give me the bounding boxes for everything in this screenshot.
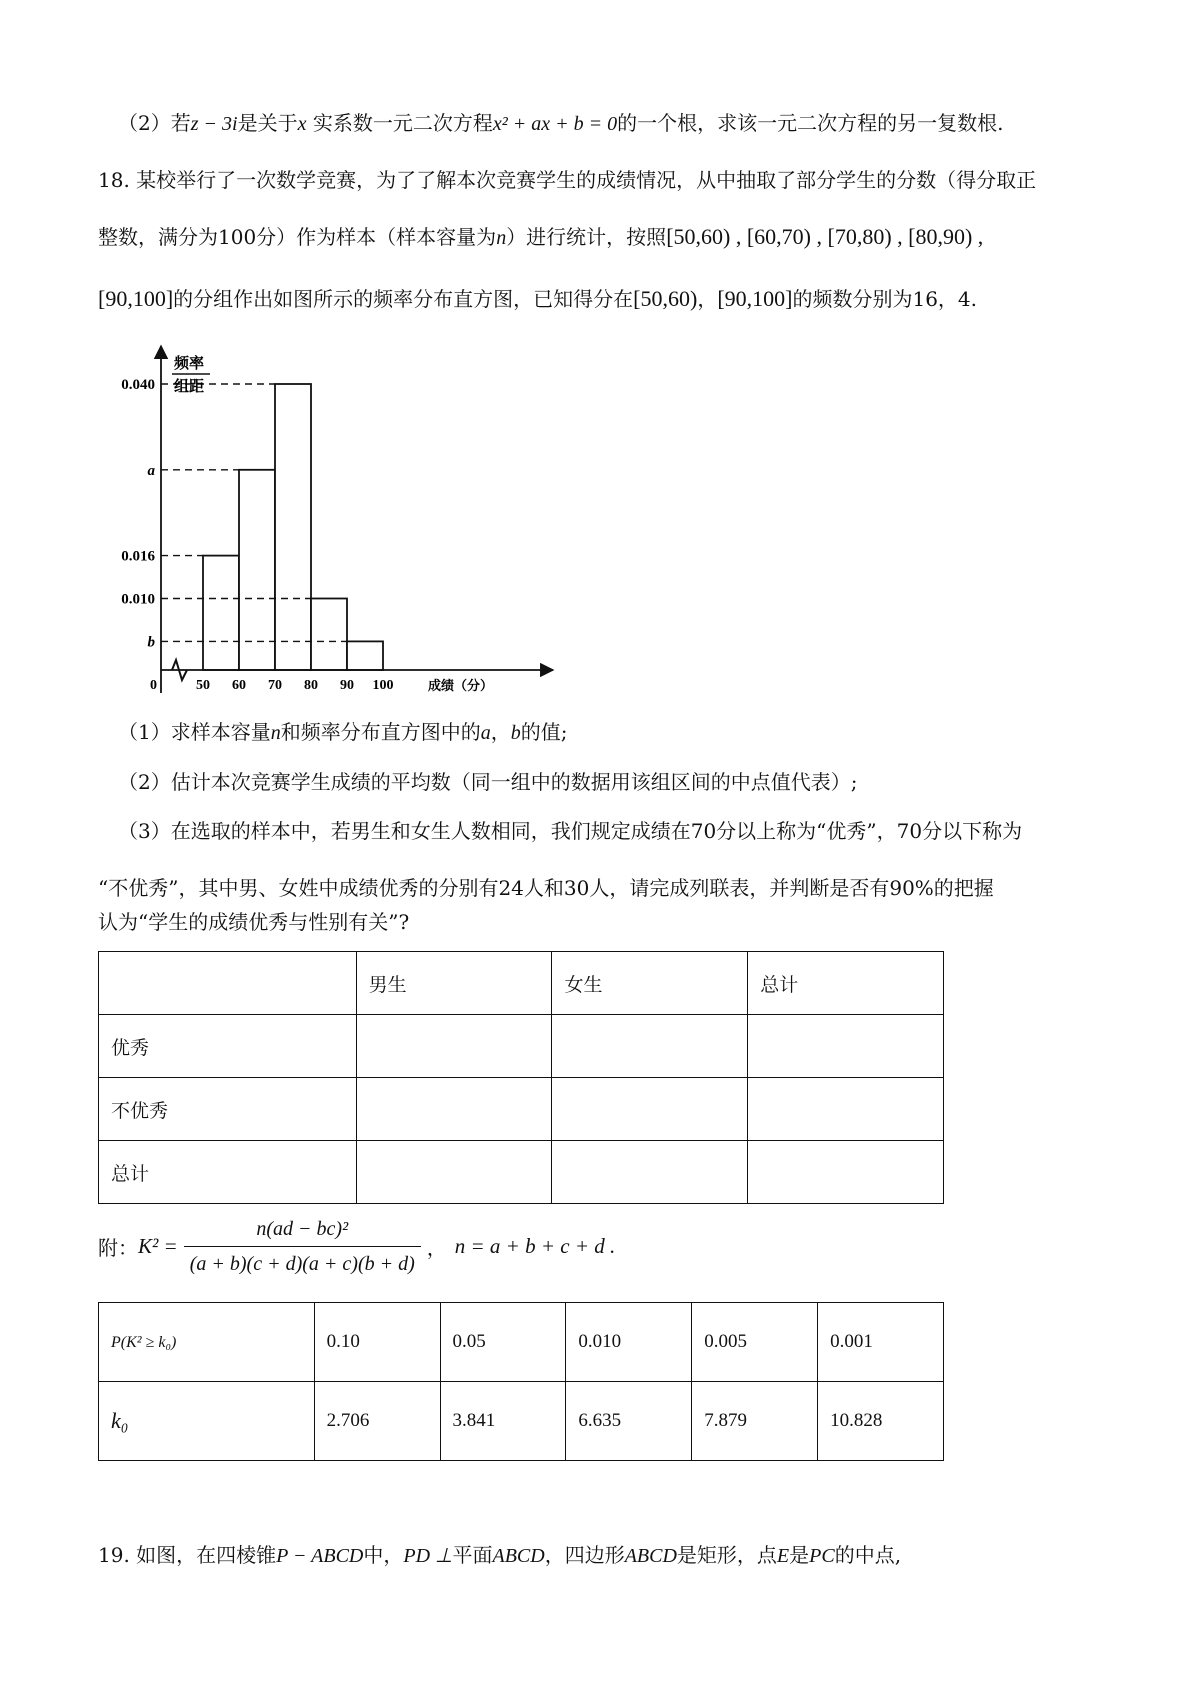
table-cell: 2.706 xyxy=(314,1382,440,1461)
table-cell xyxy=(356,1015,552,1078)
q18-interval-1: [50,60) xyxy=(633,286,698,311)
q17-text-1: （2）若 xyxy=(118,111,191,135)
x-tick-label-60: 60 xyxy=(232,678,246,693)
ylabel-bottom: 组距 xyxy=(174,377,205,395)
q18-sub1-var-a: a xyxy=(480,722,491,744)
q18-sub1-text-c: ， xyxy=(490,720,511,744)
table-row xyxy=(99,1382,944,1461)
table-cell: 优秀 xyxy=(99,1015,357,1078)
formula-prefix: 附： xyxy=(98,1236,138,1260)
q18-sub3-line3: 认为“学生的成绩优秀与性别有关”? xyxy=(98,910,410,934)
q18-line3-sep: ， xyxy=(697,287,718,311)
q18-interval-last: [90,100] xyxy=(98,286,174,311)
table-cell: 总计 xyxy=(99,1141,357,1204)
table-cell: 女生 xyxy=(552,952,748,1015)
y-tick-label-3: 0.010 xyxy=(121,591,155,608)
histogram-bar-80-90 xyxy=(311,599,347,671)
q17-text-2: 是关于 xyxy=(237,111,298,135)
table-cell xyxy=(552,1015,748,1078)
table-cell xyxy=(99,1382,315,1461)
table-cell: 6.635 xyxy=(566,1382,692,1461)
q17-var-x: x xyxy=(297,113,307,135)
histogram-bars xyxy=(203,384,383,670)
table-cell: 0.001 xyxy=(818,1303,944,1382)
formula-fraction xyxy=(184,1216,421,1277)
q18-sub1 xyxy=(118,717,567,748)
x-tick-label-90: 90 xyxy=(340,678,354,693)
critical-value-table xyxy=(98,1302,944,1461)
histogram-bar-60-70 xyxy=(239,470,275,670)
table-cell: 0.005 xyxy=(692,1303,818,1382)
q19-text-a: 19. 如图，在四棱锥 xyxy=(98,1543,277,1567)
table-cell xyxy=(748,1015,944,1078)
table-cell xyxy=(356,1078,552,1141)
x-tick-label-80: 80 xyxy=(304,678,318,693)
table-cell: 0.05 xyxy=(440,1303,566,1382)
x-tick-labels xyxy=(196,678,394,693)
table-cell xyxy=(748,1141,944,1204)
table-cell: 男生 xyxy=(356,952,552,1015)
q19-text-d: ，四边形 xyxy=(544,1543,625,1567)
q18-sub1-var-b: b xyxy=(510,722,521,744)
q17-expr: z − 3i xyxy=(190,113,238,135)
histogram-bar-70-80 xyxy=(275,384,311,670)
q18-line3 xyxy=(98,284,977,314)
ylabel-top: 频率 xyxy=(174,354,205,372)
q19-line1 xyxy=(98,1540,901,1571)
y-tick-label-4: b xyxy=(147,634,155,651)
k0-label: k₀ xyxy=(111,1408,129,1433)
x-tick-label-70: 70 xyxy=(268,678,282,693)
q18-line1: 18. 某校举行了一次数学竞赛，为了了解本次竞赛学生的成绩情况，从中抽取了部分学生的分数（得分取正 xyxy=(98,168,1037,192)
table-row xyxy=(99,1078,944,1141)
q18-line2 xyxy=(98,222,983,253)
table-cell: 总计 xyxy=(748,952,944,1015)
q17-equation: x² + ax + b = 0 xyxy=(492,113,618,135)
q19-point-e: E xyxy=(776,1545,790,1567)
q18-sub1-text-a: （1）求样本容量 xyxy=(118,720,271,744)
q19-text-g: 的中点, xyxy=(834,1543,902,1567)
y-tick-label-1: a xyxy=(147,462,155,479)
q18-sub3-line2: “不优秀”，其中男、女姓中成绩优秀的分别有24人和30人，请完成列联表，并判断是否有90%的把握 xyxy=(98,876,994,900)
xlabel: 成绩（分） xyxy=(428,679,494,694)
contingency-table xyxy=(98,951,944,1204)
table-row xyxy=(99,1015,944,1078)
frequency-histogram xyxy=(98,340,558,700)
q19-pc: PC xyxy=(809,1545,835,1567)
q18-sub2: （2）估计本次竞赛学生成绩的平均数（同一组中的数据用该组区间的中点值代表）; xyxy=(118,770,858,794)
q18-sub1-text-b: 和频率分布直方图中的 xyxy=(280,720,481,744)
q17-part2 xyxy=(118,108,1003,139)
chi-square-formula xyxy=(98,1216,615,1277)
y-tick-label-0: 0.040 xyxy=(121,377,155,393)
table-cell: 10.828 xyxy=(818,1382,944,1461)
q19-text-b: 中， xyxy=(363,1543,404,1567)
formula-denominator: (a + b)(c + d)(a + c)(b + d) xyxy=(189,1253,415,1275)
q18-sub1-text-d: 的值; xyxy=(520,720,568,744)
histogram-bar-50-60 xyxy=(203,556,239,670)
q18-sub1-var-n: n xyxy=(270,722,281,744)
table-row xyxy=(99,1141,944,1204)
q19-text-c: 平面 xyxy=(452,1543,493,1567)
q19-pyramid: P − ABCD xyxy=(276,1545,364,1567)
q18-line3-text-b: 的频数分别为16，4. xyxy=(792,287,977,311)
table-row xyxy=(99,952,944,1015)
q18-interval-2: [90,100] xyxy=(717,286,793,311)
q17-text-4: 的一个根，求该一元二次方程的另一复数根. xyxy=(617,111,1004,135)
table-cell: 7.879 xyxy=(692,1382,818,1461)
table-cell xyxy=(552,1078,748,1141)
q18-var-n: n xyxy=(496,227,507,249)
table-cell xyxy=(356,1141,552,1204)
q18-line2-text-a: 整数，满分为100分）作为样本（样本容量为 xyxy=(98,225,497,249)
y-tick-labels xyxy=(121,377,155,650)
q19-text-e: 是矩形，点 xyxy=(676,1543,777,1567)
q18-line2-text-b: ）进行统计，按照 xyxy=(506,225,667,249)
q18-sub3-line1: （3）在选取的样本中，若男生和女生人数相同，我们规定成绩在70分以上称为“优秀”，70分以下称为 xyxy=(118,819,1023,843)
y-tick-label-2: 0.016 xyxy=(121,548,155,565)
table-cell xyxy=(99,952,357,1015)
formula-sep: ， xyxy=(426,1236,447,1260)
table-row xyxy=(99,1303,944,1382)
table-cell: 0.010 xyxy=(566,1303,692,1382)
q19-quad: ABCD xyxy=(624,1545,677,1567)
q19-pd: PD ⊥ xyxy=(403,1545,453,1567)
q19-plane: ABCD xyxy=(492,1545,545,1567)
table-cell xyxy=(748,1078,944,1141)
table-cell: 3.841 xyxy=(440,1382,566,1461)
table-cell: 0.10 xyxy=(314,1303,440,1382)
formula-lhs: K² = xyxy=(138,1234,178,1258)
table-cell xyxy=(552,1141,748,1204)
x-tick-label-100: 100 xyxy=(372,678,394,693)
q18-line3-text-a: 的分组作出如图所示的频率分布直方图，已知得分在 xyxy=(173,287,634,311)
formula-numerator: n(ad − bc)² xyxy=(184,1216,421,1247)
x-tick-label-50: 50 xyxy=(196,678,210,693)
q19-text-f: 是 xyxy=(789,1543,810,1567)
q18-intervals: [50,60) , [60,70) , [70,80) , [80,90) , xyxy=(666,224,984,249)
histogram-bar-90-100 xyxy=(347,641,383,670)
p-label: P(K² ≥ k₀) xyxy=(111,1334,177,1351)
q17-text-3: 实系数一元二次方程 xyxy=(306,111,493,135)
origin-label: 0 xyxy=(150,678,157,693)
formula-tail: n = a + b + c + d . xyxy=(454,1234,616,1258)
table-cell xyxy=(99,1303,315,1382)
table-cell: 不优秀 xyxy=(99,1078,357,1141)
